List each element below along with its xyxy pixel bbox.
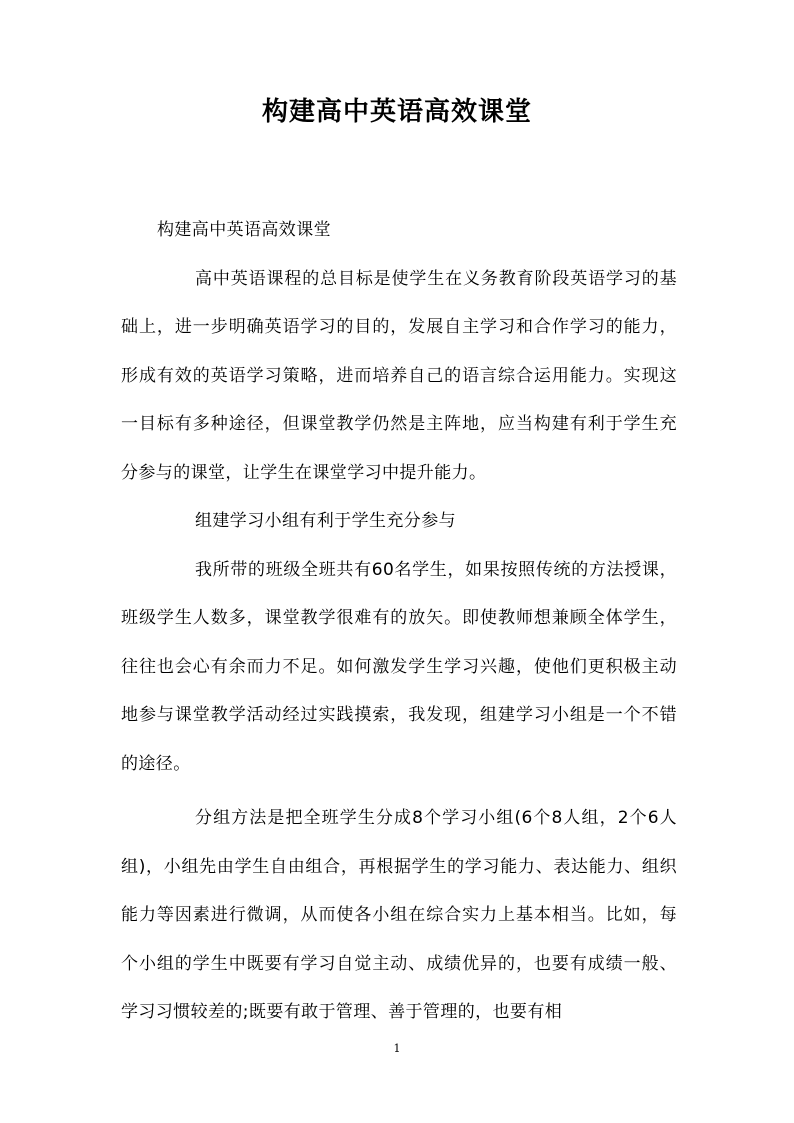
section-heading-main: 构建高中英语高效课堂 [157, 220, 331, 240]
paragraph-class-size: 我所带的班级全班共有60名学生，如果按照传统的方法授课，班级学生人数多，课堂教学很难有的放矢。即使教师想兼顾全体学生，往往也会心有余而力不足。如何激发学生学习兴趣，使他们更积极主动地参与课堂教学活动经过实践摸索，我发现，组建学习小组是一个不错的途径。 [121, 559, 677, 774]
document-title: 构建高中英语高效课堂 [261, 97, 532, 127]
page-number: 1 [393, 1042, 401, 1055]
paragraph-grouping-method: 分组方法是把全班学生分成8个学习小组(6个8人组，2个6人组)，小组先由学生自由组合，再根据学生的学习能力、表达能力、组织能力等因素进行微调，从而使各小组在综合实力上基本相当。比如，每个小组的学生中既要有学习自觉主动、成绩优异的，也要有成绩一般、学习习惯较差的;既要有敢于管理、善于管理的，也要有相 [121, 808, 677, 1022]
document-body [121, 206, 677, 1037]
section-heading-groups: 组建学习小组有利于学生充分参与 [195, 511, 456, 531]
paragraph-intro: 高中英语课程的总目标是使学生在义务教育阶段英语学习的基础上，进一步明确英语学习的目的，发展自主学习和合作学习的能力，形成有效的英语学习策略，进而培养自己的语言综合运用能力。实现这一目标有多种途径，但课堂教学仍然是主阵地，应当构建有利于学生充分参与的课堂，让学生在课堂学习中提升能力。 [121, 268, 677, 483]
